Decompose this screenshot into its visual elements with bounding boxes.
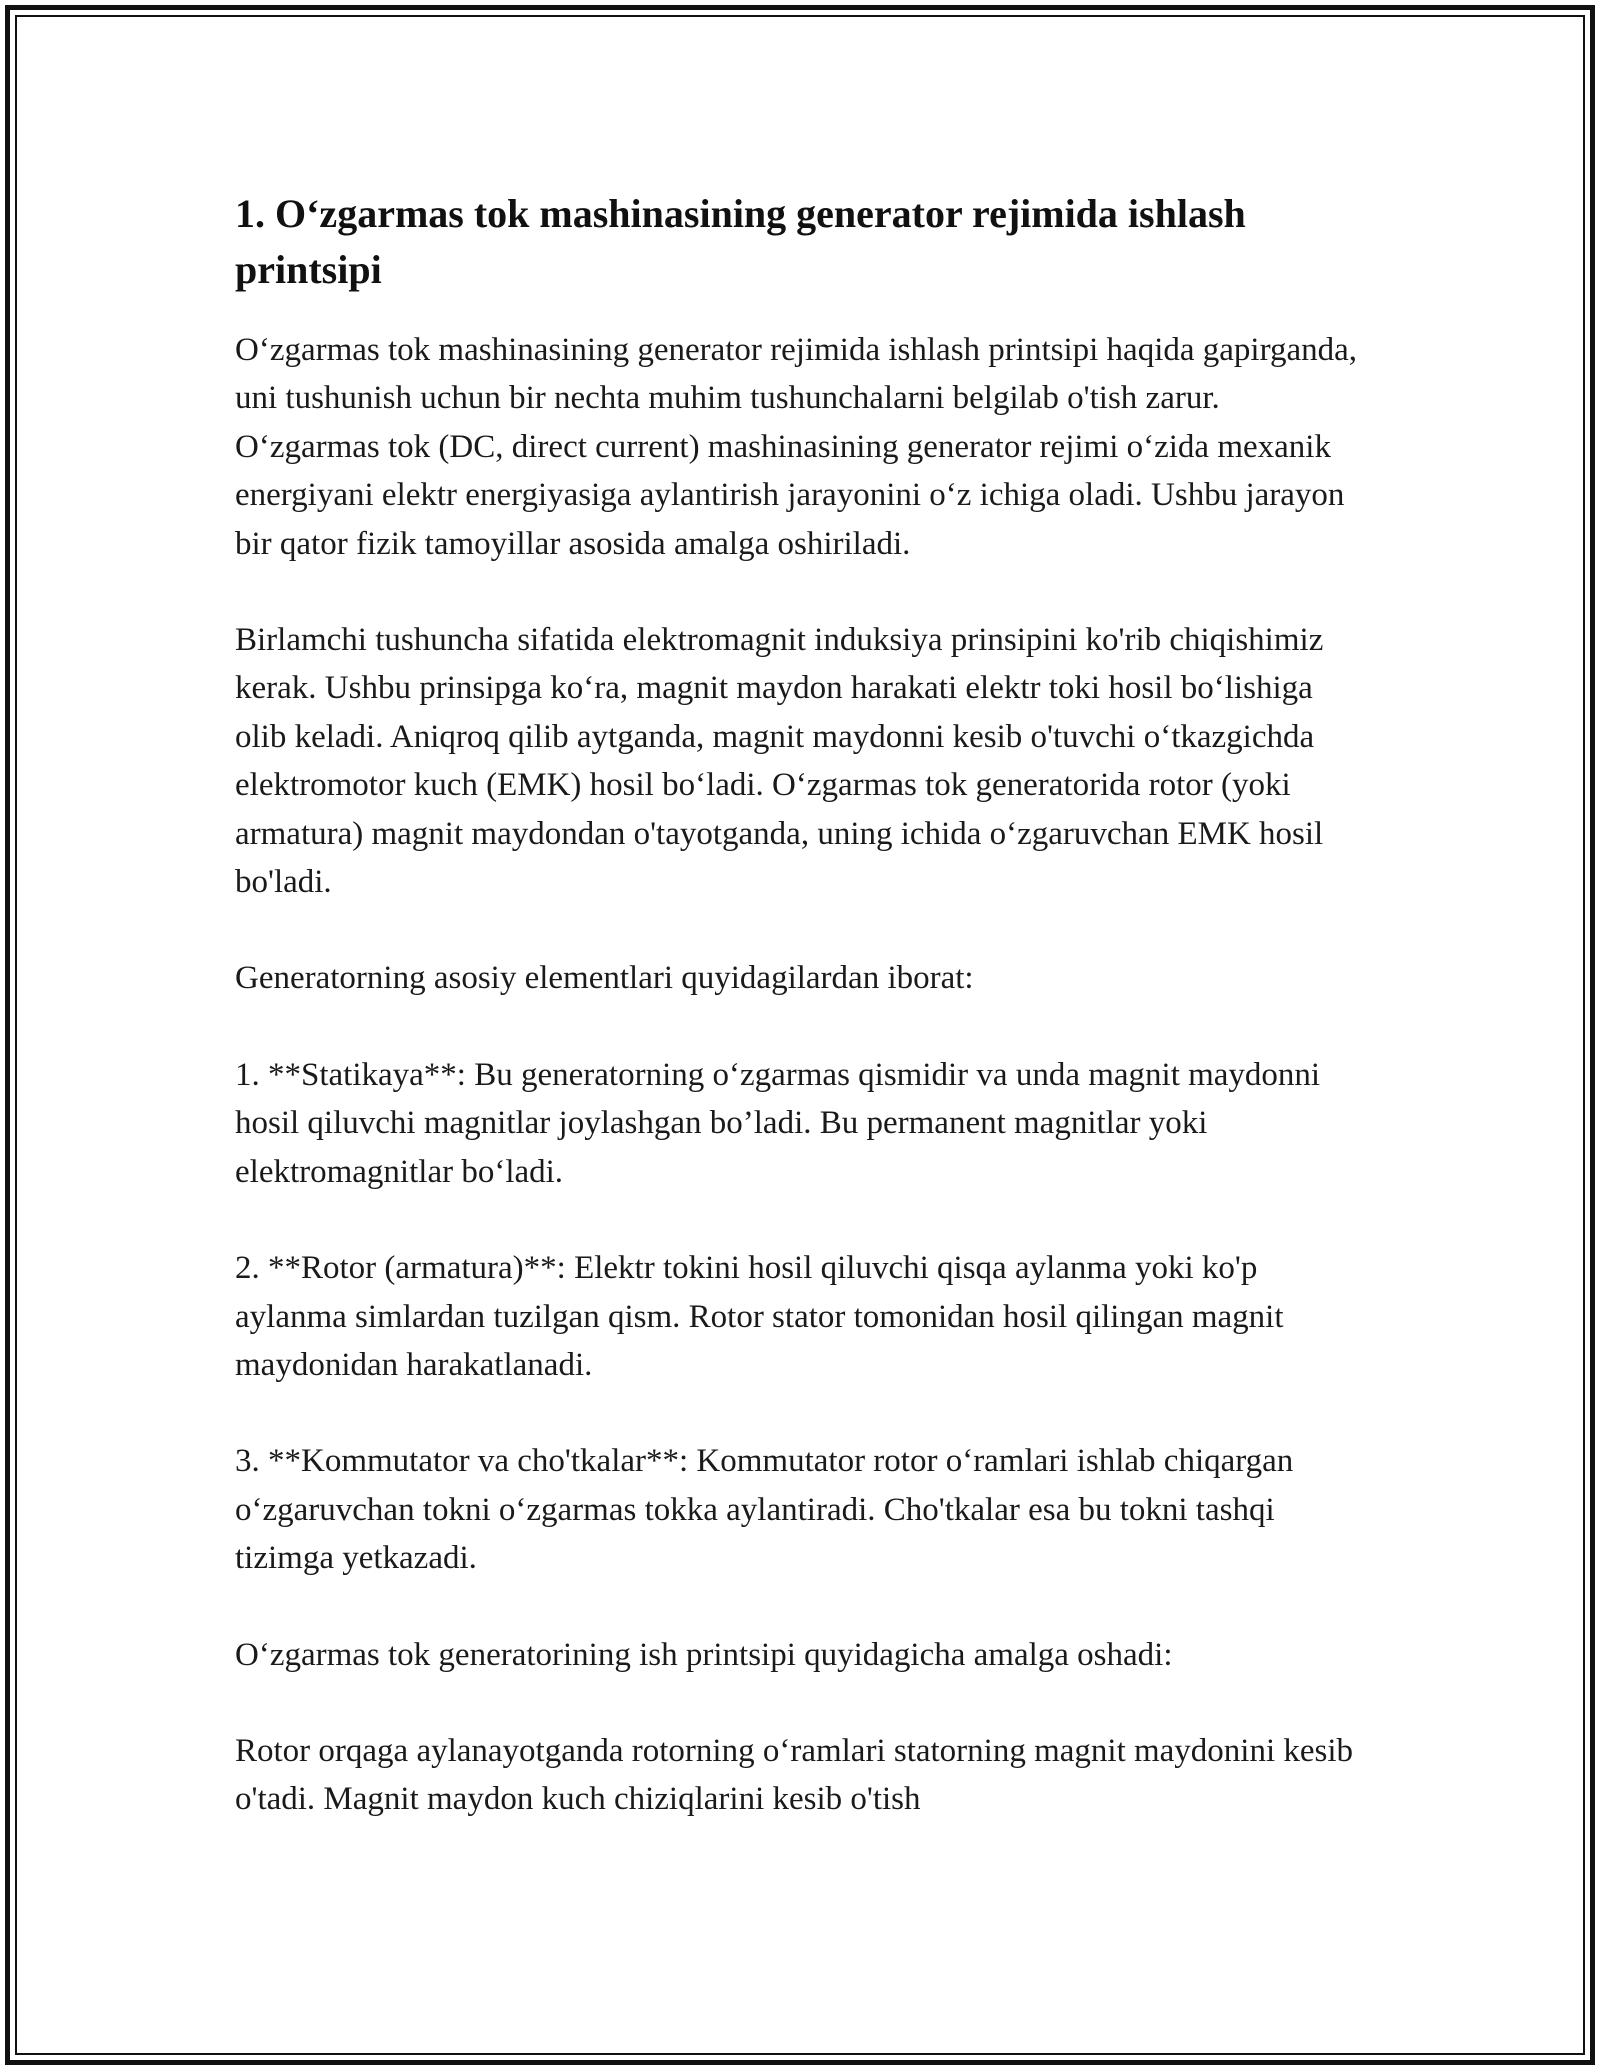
paragraph-elements-intro: Generatorning asosiy elementlari quyidagilardan iborat: xyxy=(235,960,974,997)
paragraph-principle: Rotor orqaga aylanayotganda rotorning o‘ramlari statorning magnit maydonini kesib o'tadi. Magnit maydon kuch chiziqlarini kesib o'tish xyxy=(235,1732,1354,1818)
list-item-rotor: 2. **Rotor (armatura)**: Elektr tokini hosil qiluvchi qisqa aylanma yoki ko'p aylanma simlardan tuzilgan qism. Rotor stator tomonidan hosil qilingan magnit maydonidan harakatlanadi. xyxy=(235,1250,1284,1383)
paragraph-induction: Birlamchi tushuncha sifatida elektromagnit induksiya prinsipini ko'rib chiqishimiz kerak. Ushbu prinsipga ko‘ra, magnit maydon harakati elektr toki hosil bo‘lishiga olib keladi. Aniqroq qilib aytganda, magnit maydonni kesib o'tuvchi o‘tkazgichda elektromotor kuch (EMK) hosil bo‘ladi. O‘zgarmas tok generatorida rotor (yoki armatura) magnit maydondan o'tayotganda, uning ichida o‘zgaruvchan EMK hosil bo'ladi. xyxy=(235,622,1324,901)
list-item-stator: 1. **Statikaya**: Bu generatorning o‘zgarmas qismidir va unda magnit maydonni hosil qiluvchi magnitlar joylashgan bo’ladi. Bu permanent magnitlar yoki elektromagnitlar bo‘ladi. xyxy=(235,1056,1321,1190)
paragraph-intro: O‘zgarmas tok mashinasining generator rejimida ishlash printsipi haqida gapirganda, uni tushunish uchun bir nechta muhim tushunchalarni belgilab o'tish zarur. O‘zgarmas tok (DC, direct current) mashinasining generator rejimi o‘zida mexanik energiyani elektr energiyasiga aylantirish jarayonini o‘z ichiga oladi. Ushbu jarayon bir qator fizik tamoyillar asosida amalga oshiriladi. xyxy=(235,332,1358,562)
paragraph-principle-intro: O‘zgarmas tok generatorining ish printsipi quyidagicha amalga oshadi: xyxy=(235,1636,1173,1673)
document-page xyxy=(235,186,1365,1824)
list-item-commutator: 3. **Kommutator va cho'tkalar**: Kommutator rotor o‘ramlari ishlab chiqargan o‘zgaruvchan tokni o‘zgarmas tokka aylantiradi. Cho'tkalar esa bu tokni tashqi tizimga yetkazadi. xyxy=(235,1443,1294,1577)
section-heading: 1. O‘zgarmas tok mashinasining generator rejimida ishlash printsipi xyxy=(235,191,1246,292)
